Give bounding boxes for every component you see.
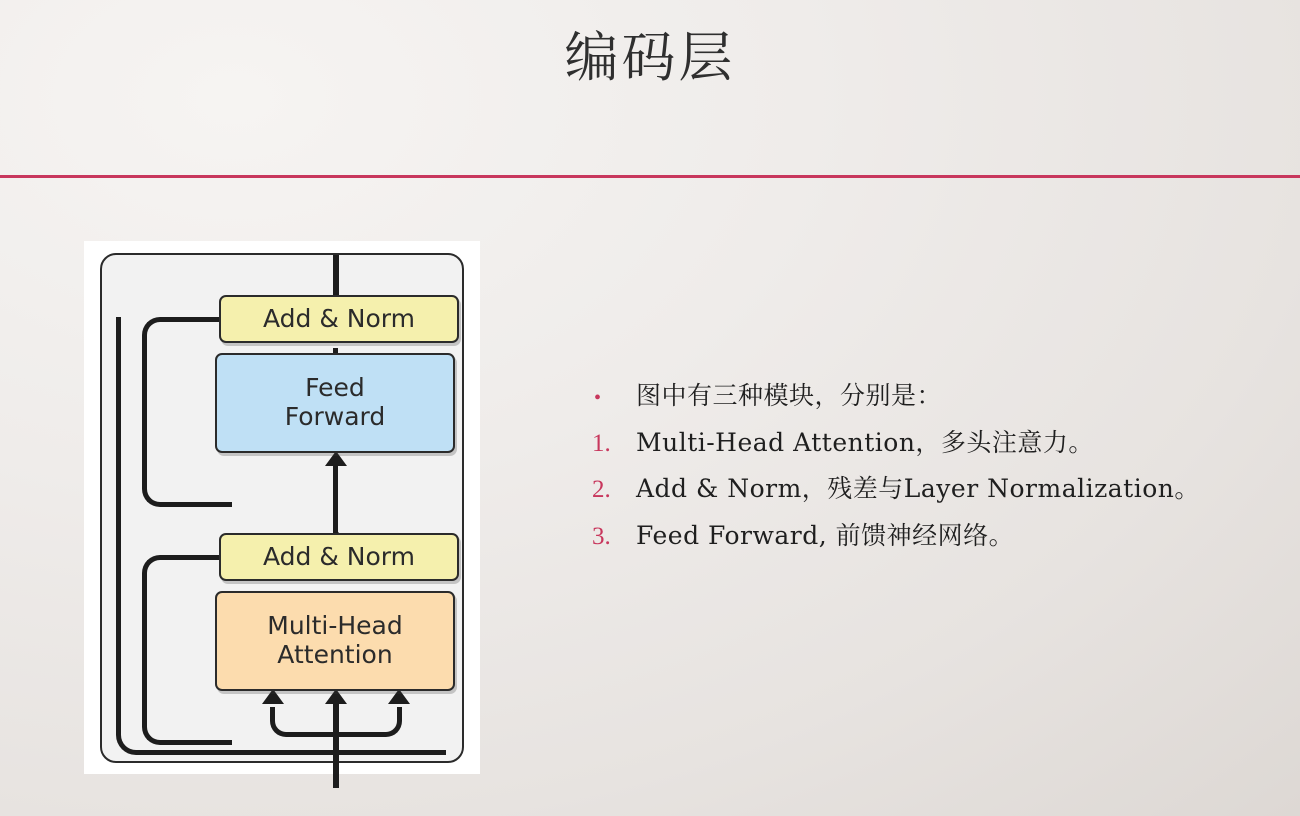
bullet-marker: 1.	[592, 429, 611, 457]
title-divider	[0, 175, 1300, 178]
block-feed-forward-line2: Forward	[284, 402, 386, 431]
transformer-encoder-figure	[84, 241, 480, 774]
bullet-text: 图中有三种模块，分别是：	[636, 381, 943, 410]
encoder-block-outline	[100, 253, 464, 763]
block-add-norm-bottom: Add & Norm	[219, 533, 459, 581]
bullet-text: Multi-Head Attention，多头注意力。	[636, 427, 1094, 457]
bullet-text: Add & Norm，残差与Layer Normalization。	[636, 474, 1200, 503]
block-multi-head-attention	[215, 591, 455, 691]
block-feed-forward-line1: Feed	[305, 373, 365, 403]
block-mha-line2: Attention	[277, 640, 393, 669]
block-mha-line1: Multi-Head	[267, 611, 403, 641]
block-add-norm-top: Add & Norm	[219, 295, 459, 343]
block-feed-forward	[215, 353, 455, 453]
bullet-marker: 2.	[592, 476, 611, 503]
list-item	[580, 473, 1280, 506]
page-title: 编码层	[564, 26, 736, 89]
list-item	[580, 380, 1280, 413]
bullet-list	[580, 380, 1280, 566]
mha-qkv-splitter	[270, 707, 402, 737]
bullet-marker: 3.	[592, 522, 611, 550]
list-item	[580, 427, 1280, 460]
bullet-marker: •	[594, 387, 602, 409]
list-item	[580, 520, 1280, 553]
bullet-text: Feed Forward, 前馈神经网络。	[636, 520, 1015, 550]
